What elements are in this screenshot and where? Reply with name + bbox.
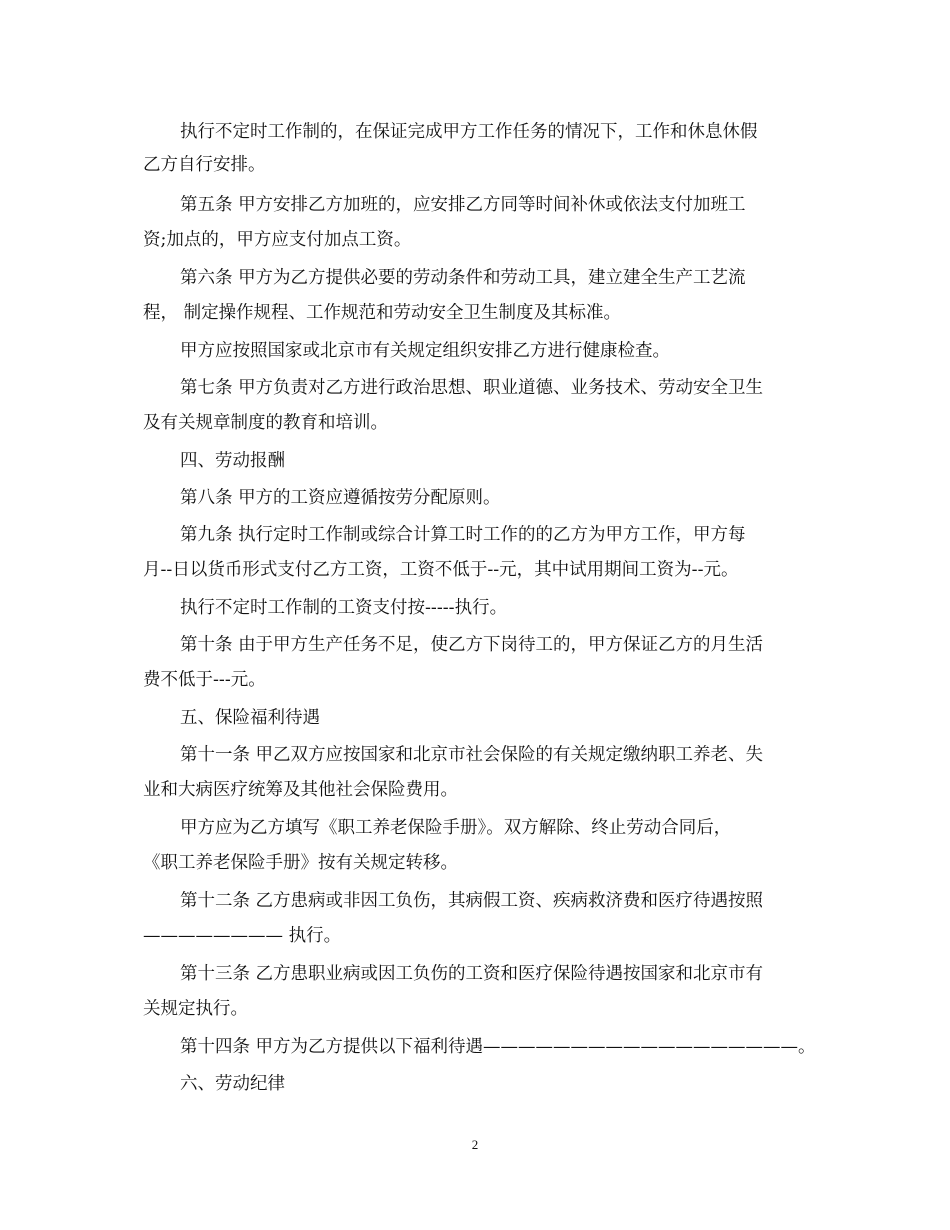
text-line: 第七条 甲方负责对乙方进行政治思想、职业道德、业务技术、劳动安全卫生 xyxy=(180,378,764,398)
text-line: 第六条 甲方为乙方提供必要的劳动条件和劳动工具，建立建全生产工艺流 xyxy=(180,268,746,288)
page-number: 2 xyxy=(471,1137,479,1152)
text-line: 执行不定时工作制的，在保证完成甲方工作任务的情况下，工作和休息休假 xyxy=(180,122,758,142)
section-heading: 六、劳动纪律 xyxy=(180,1074,285,1094)
text-line: 第五条 甲方安排乙方加班的，应安排乙方同等时间补休或依法支付加班工 xyxy=(180,195,746,215)
text-line: 《职工养老保险手册》按有关规定转移。 xyxy=(143,853,458,873)
text-line: 第九条 执行定时工作制或综合计算工时工作的的乙方为甲方工作，甲方每 xyxy=(180,525,746,545)
text-line: 程， 制定操作规程、工作规范和劳动安全卫生制度及其标准。 xyxy=(143,303,622,323)
section-heading: 四、劳动报酬 xyxy=(180,451,285,471)
text-line: ———————— 执行。 xyxy=(143,926,342,946)
text-line: 资;加点的，甲方应支付加点工资。 xyxy=(143,230,412,250)
section-heading: 五、保险福利待遇 xyxy=(180,708,320,728)
text-line: 关规定执行。 xyxy=(143,999,248,1019)
text-line: 第十二条 乙方患病或非因工负伤，其病假工资、疾病救济费和医疗待遇按照 xyxy=(180,891,764,911)
text-line: 第十一条 甲乙双方应按国家和北京市社会保险的有关规定缴纳职工养老、失 xyxy=(180,745,764,765)
text-line: 费不低于---元。 xyxy=(143,670,266,690)
text-line: 第十四条 甲方为乙方提供以下福利待遇——————————————————。 xyxy=(180,1037,816,1057)
text-line: 业和大病医疗统筹及其他社会保险费用。 xyxy=(143,780,458,800)
text-line: 乙方自行安排。 xyxy=(143,155,266,175)
text-line: 及有关规章制度的教育和培训。 xyxy=(143,413,388,433)
text-line: 第十三条 乙方患职业病或因工负伤的工资和医疗保险待遇按国家和北京市有 xyxy=(180,964,764,984)
text-line: 执行不定时工作制的工资支付按-----执行。 xyxy=(180,598,508,618)
text-line: 甲方应按照国家或北京市有关规定组织安排乙方进行健康检查。 xyxy=(180,341,670,361)
text-line: 月--日以货币形式支付乙方工资，工资不低于--元，其中试用期间工资为--元。 xyxy=(143,560,739,580)
text-line: 甲方应为乙方填写《职工养老保险手册》。双方解除、终止劳动合同后， xyxy=(180,818,732,838)
text-line: 第八条 甲方的工资应遵循按劳分配原则。 xyxy=(180,488,501,508)
text-line: 第十条 由于甲方生产任务不足，使乙方下岗待工的，甲方保证乙方的月生活 xyxy=(180,635,764,655)
